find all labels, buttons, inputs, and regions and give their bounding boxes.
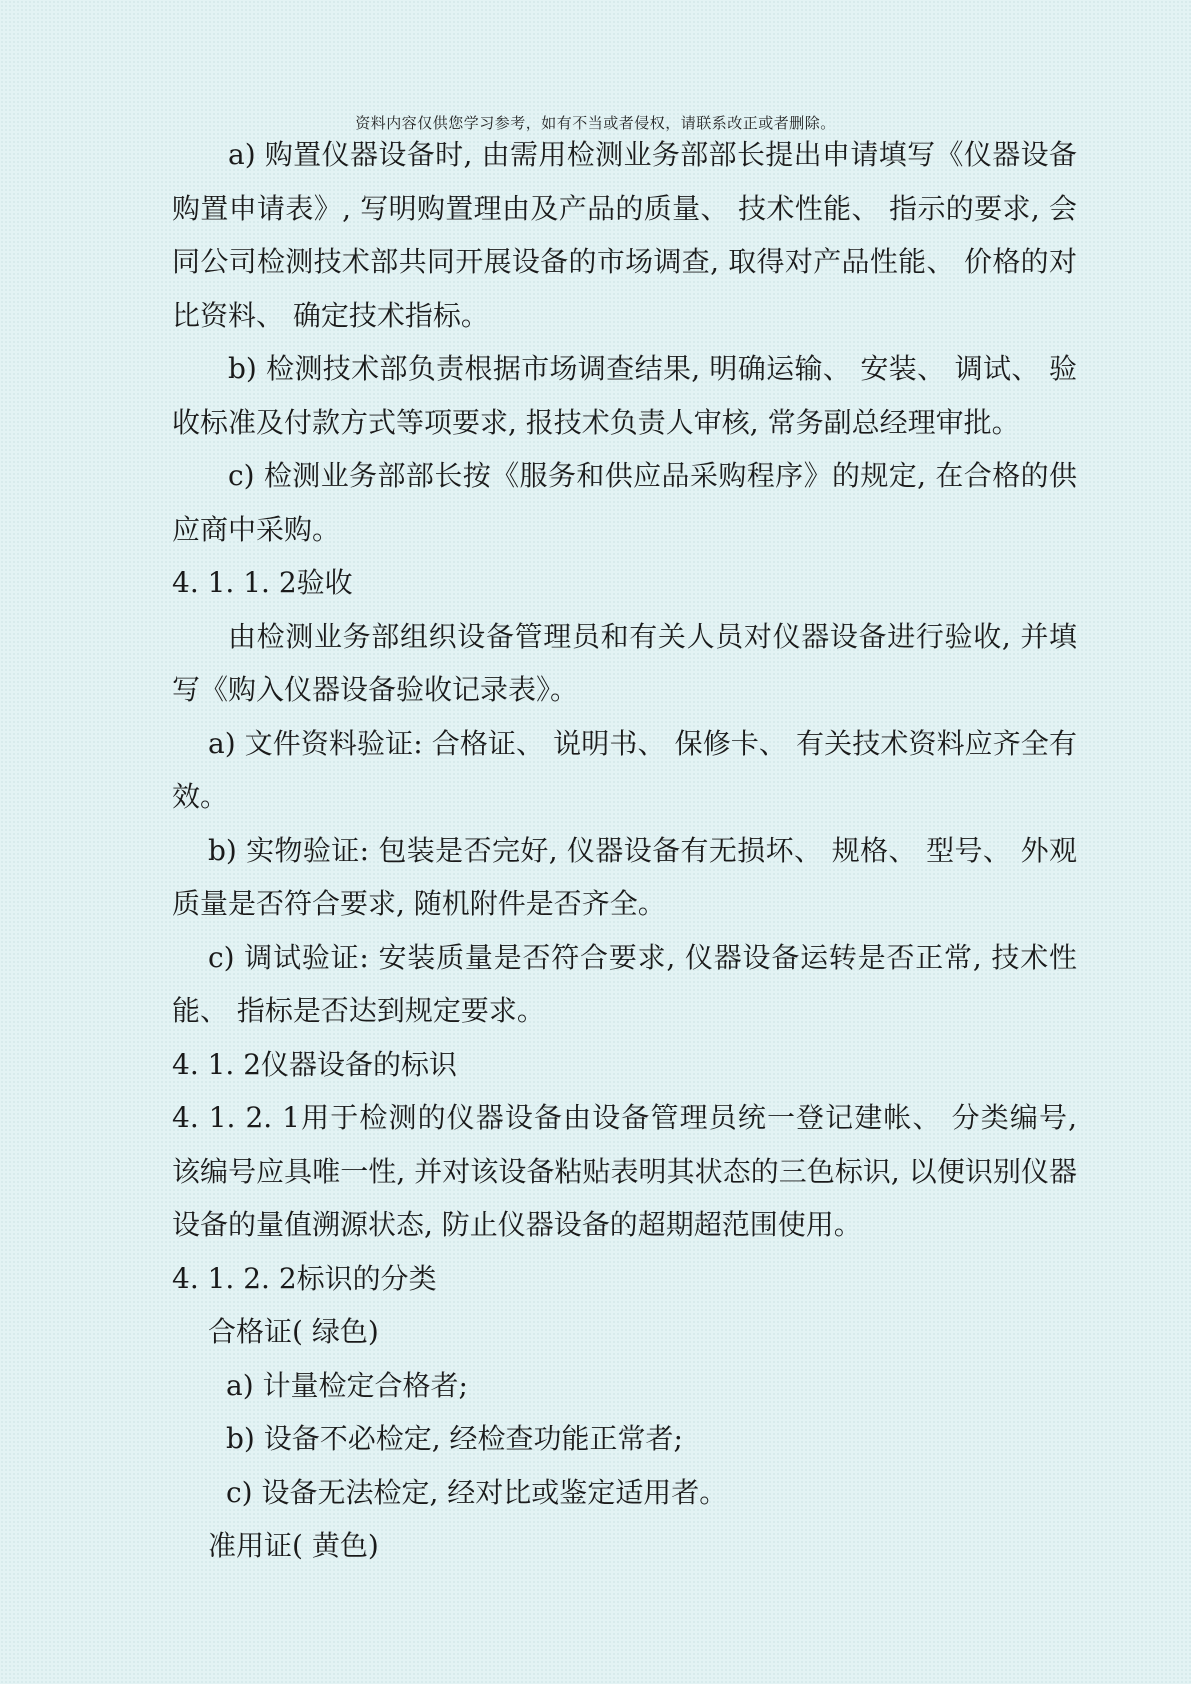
paragraph-purchase-a: a) 购置仪器设备时, 由需用检测业务部部长提出申请填写《仪器设备购置申请表》, 写明购置理由及产品的质量、 技术性能、 指示的要求, 会同公司检测技术部共同开展设备的市场调查, 取得对产品性能、 价格的对比资料、 确定技术指标。 — [172, 138, 1077, 332]
disclaimer-header: 资料内容仅供您学习参考，如有不当或者侵权，请联系改正或者删除。 — [355, 114, 836, 132]
section-heading-acceptance: 4. 1. 1. 2验收 — [172, 566, 353, 599]
paragraph-purchase-b: b) 检测技术部负责根据市场调查结果, 明确运输、 安装、 调试、 验收标准及付款方式等项要求, 报技术负责人审核, 常务副总经理审批。 — [172, 352, 1077, 439]
paragraph-acceptance-b: b) 实物验证: 包装是否完好, 仪器设备有无损坏、 规格、 型号、 外观质量是否符合要求, 随机附件是否齐全。 — [172, 833, 1077, 920]
list-item-green-c: c) 设备无法检定, 经对比或鉴定适用者。 — [226, 1475, 728, 1509]
list-item-green-a: a) 计量检定合格者; — [226, 1368, 468, 1402]
list-item-green-b: b) 设备不必检定, 经检查功能正常者; — [226, 1422, 683, 1455]
paragraph-acceptance-c: c) 调试验证: 安装质量是否符合要求, 仪器设备运转是否正常, 技术性能、 指标是否达到规定要求。 — [172, 940, 1077, 1027]
paragraph-acceptance-intro: 由检测业务部组织设备管理员和有关人员对仪器设备进行验收, 并填写《购入仪器设备验收记录表》。 — [172, 619, 1077, 706]
document-body — [172, 128, 1077, 1573]
label-green-certificate: 合格证( 绿色) — [208, 1315, 379, 1348]
paragraph-identification-1: 4. 1. 2. 1用于检测的仪器设备由设备管理员统一登记建帐、 分类编号, 该编号应具唯一性, 并对该设备粘贴表明其状态的三色标识, 以便识别仪器设备的量值溯源状态, 防止仪器设备的超期超范围使用。 — [172, 1101, 1077, 1241]
label-yellow-certificate: 准用证( 黄色) — [208, 1529, 379, 1562]
paragraph-purchase-c: c) 检测业务部部长按《服务和供应品采购程序》的规定, 在合格的供应商中采购。 — [172, 459, 1077, 546]
section-heading-identification: 4. 1. 2仪器设备的标识 — [172, 1047, 458, 1081]
paragraph-acceptance-a: a) 文件资料验证: 合格证、 说明书、 保修卡、 有关技术资料应齐全有效。 — [172, 726, 1077, 813]
section-heading-classification: 4. 1. 2. 2标识的分类 — [172, 1261, 437, 1295]
